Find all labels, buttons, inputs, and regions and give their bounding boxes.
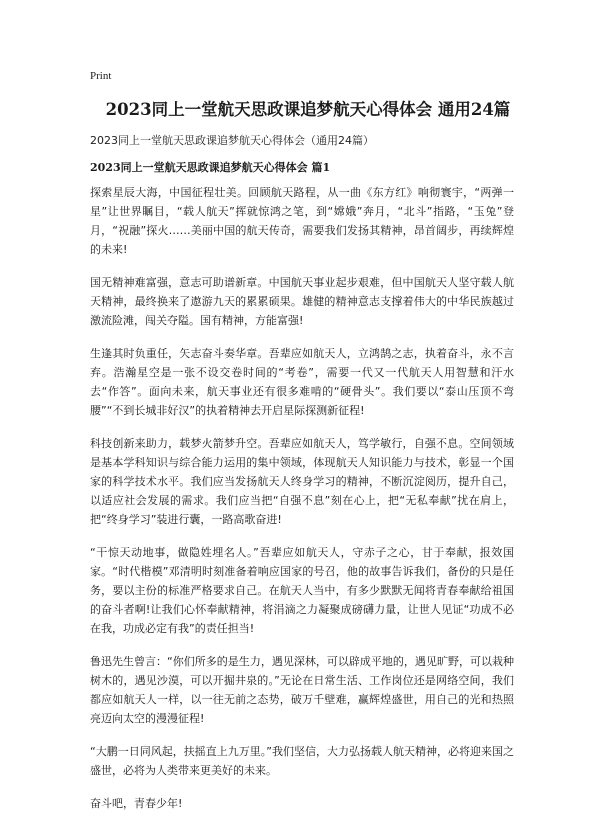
print-label: Print bbox=[90, 70, 112, 82]
document-title: 2023同上一堂航天思政课追梦航天心得体会 通用24篇 bbox=[105, 100, 511, 119]
paragraph-6: 鲁迅先生曾言：“你们所多的是生力，遇见深林，可以辟成平地的，遇见旷野，可以栽种树木的，遇见沙漠，可以开掘井泉的。”无论在日常生活、工作岗位还是网络空间，我们都应如航天人一样，以一往无前之态势，破万千壁难，赢辉煌盛世，用自己的光和热照亮迈向太空的漫漫征程! bbox=[90, 655, 514, 725]
paragraph-2: 国无精神难富强，意志可助谱新章。中国航天事业起步艰难，但中国航天人坚守载人航天精神，最终换来了遨游九天的累累硕果。雄健的精神意志支撑着伟大的中华民族越过激流险滩，闯关夺隘。国有精神，方能富强! bbox=[90, 276, 514, 327]
paragraph-4: 科技创新来助力，载梦火箭梦升空。吾辈应如航天人，笃学敏行，自强不息。空间领域是基本学科知识与综合能力运用的集中领域，体现航天人知识能力与技术，彰显一个国家的科学技术水平。我们应当发扬航天人终身学习的精神，不断沉淀阅历，提升自己，以适应社会发展的需求。我们应当把“自强不息”刻在心上，把“无私奉献”扰在肩上，把“终身学习”装进行囊，一路高歌奋进! bbox=[90, 437, 514, 526]
paragraph-8: 奋斗吧，青春少年! bbox=[90, 797, 183, 810]
document-body bbox=[90, 183, 514, 827]
paragraph-3: 生逢其时负重任，矢志奋斗奏华章。吾辈应如航天人，立鸿鹄之志，执着奋斗，永不言弃。浩瀚星空是一张不设交卷时间的“考卷”，需要一代又一代航天人用智慧和汗水去“作答”。面向未来，航天事业还有很多难啃的“硬骨头”。我们要以“泰山压顶不弯腰”“不到长城非好汉”的执着精神去开启星际探测新征程! bbox=[90, 347, 514, 417]
paragraph-5: “干惊天动地事，做隐姓埋名人。”吾辈应如航天人，守赤子之心，甘于奉献，报效国家。“时代楷模”邓清明时刻准备着响应国家的号召，他的故事告诉我们，备份的只是任务，要以主份的标准严格要求自己。在航天人当中，有多少默默无闻将青春奉献给祖国的奋斗者啊!让我们心怀奉献精神，将涓滴之力凝聚成磅礴力量，让世人见证“功成不必在我，功成必定有我”的责任担当! bbox=[90, 546, 514, 635]
section-heading: 2023同上一堂航天思政课追梦航天心得体会 篇1 bbox=[90, 161, 331, 174]
paragraph-7: “大鹏一日同风起，扶摇直上九万里。”我们坚信，大力弘扬载人航天精神，必将迎来国之盛世，必将为人类带来更美好的未来。 bbox=[90, 745, 514, 777]
paragraph-1: 探索星辰大海，中国征程壮美。回顾航天路程，从一曲《东方红》响彻寰宇，“两弹一星”让世界瞩目，“载人航天”挥就惊鸿之笔，到“嫦娥”奔月，“北斗”指路，“玉兔”登月，“祝融”探火……美丽中国的航天传奇，需要我们发扬其精神，昂首阔步，再续辉煌的未来! bbox=[90, 186, 514, 256]
document-subtitle: 2023同上一堂航天思政课追梦航天心得体会（通用24篇） bbox=[90, 134, 374, 147]
